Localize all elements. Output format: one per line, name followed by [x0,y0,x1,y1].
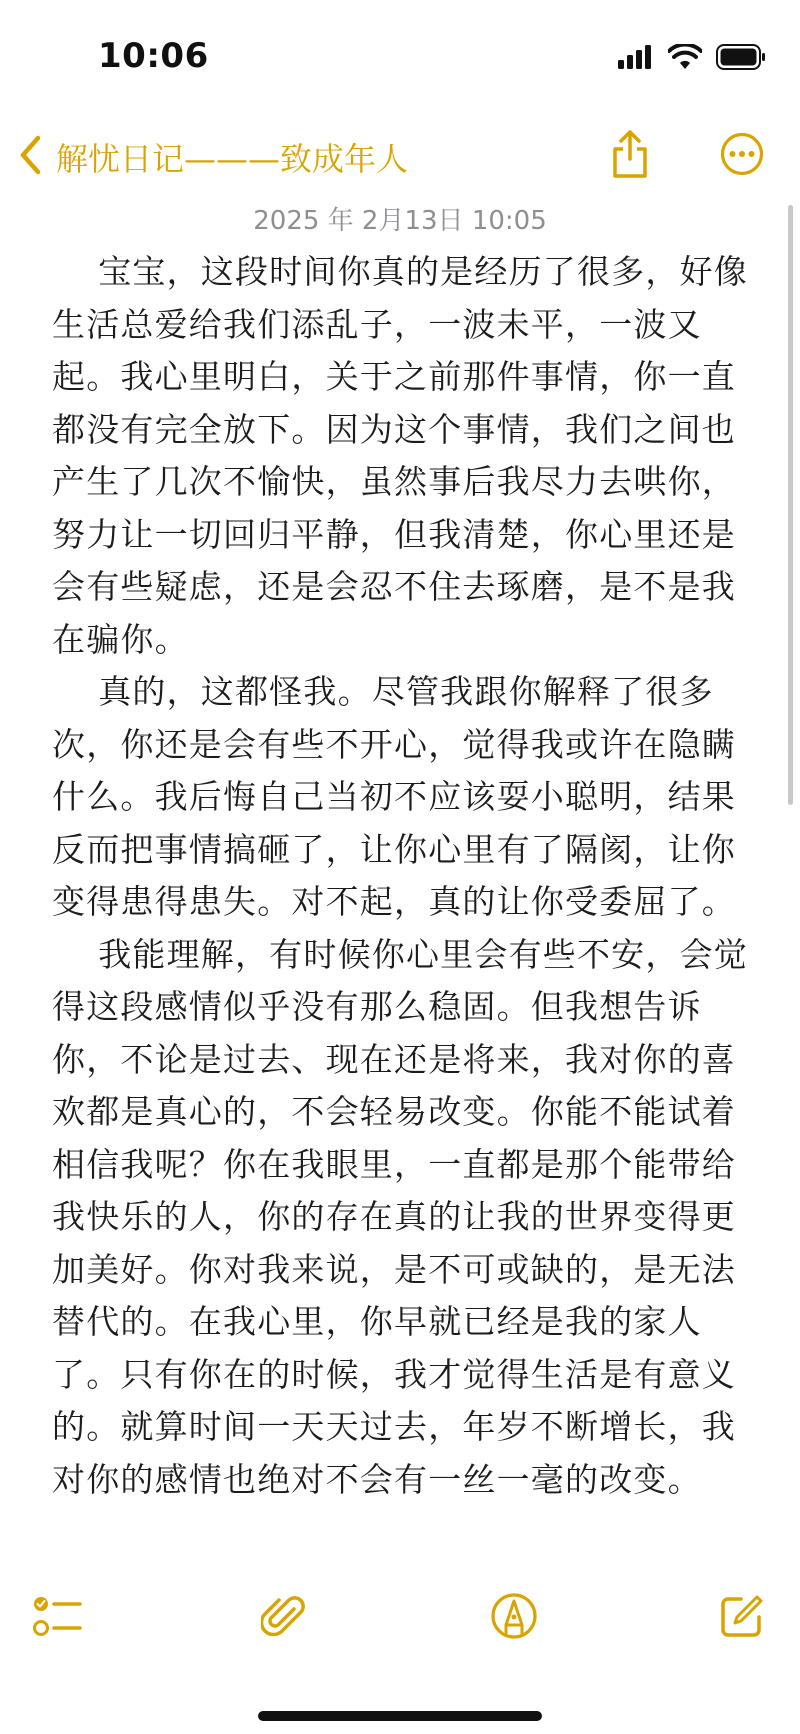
status-icons [618,44,766,74]
back-folder-title: 解忧日记———致成年人 [56,140,409,178]
checklist-icon [32,1593,84,1643]
cellular-signal-icon [618,45,654,73]
compose-button[interactable] [712,1588,772,1648]
share-button[interactable] [606,128,654,184]
nav-bar [0,128,800,184]
status-time: 10:06 [98,36,209,76]
markup-pen-icon [490,1592,538,1644]
note-body[interactable] [52,246,752,1506]
compose-icon [719,1593,765,1643]
markup-button[interactable] [484,1588,544,1648]
chevron-left-icon [18,135,42,179]
battery-icon [716,44,766,74]
back-button[interactable] [18,134,408,180]
ellipsis-circle-icon [720,132,764,180]
share-icon [610,129,650,183]
wifi-icon [668,44,702,74]
paperclip-icon [261,1592,307,1644]
home-indicator [258,1711,542,1721]
note-timestamp: 2025 年 2月13日 10:05 [253,206,547,236]
more-button[interactable] [718,132,766,180]
note-paragraph: 我能理解，有时候你心里会有些不安，会觉得这段感情似乎没有那么稳固。但我想告诉你，不论是过去、现在还是将来，我对你的喜欢都是真心的，不会轻易改变。你能不能试着相信我呢？你在我眼里，一直都是那个能带给我快乐的人，你的存在真的让我的世界变得更加美好。你对我来说，是不可或缺的，是无法替代的。在我心里，你早就已经是我的家人了。只有你在的时候，我才觉得生活是有意义的。就算时间一天天过去，年岁不断增长，我对你的感情也绝对不会有一丝一毫的改变。 [52,934,748,1499]
note-paragraph: 宝宝，这段时间你真的是经历了很多，好像生活总爱给我们添乱子，一波未平，一波又起。我心里明白，关于之前那件事情，你一直都没有完全放下。因为这个事情，我们之间也产生了几次不愉快，虽然事后我尽力去哄你，努力让一切回归平静，但我清楚，你心里还是会有些疑虑，还是会忍不住去琢磨，是不是我在骗你。 [52,252,748,659]
checklist-button[interactable] [28,1588,88,1648]
attachment-button[interactable] [254,1588,314,1648]
note-paragraph: 真的，这都怪我。尽管我跟你解释了很多次，你还是会有些不开心，觉得我或许在隐瞒什么。我后悔自己当初不应该耍小聪明，结果反而把事情搞砸了，让你心里有了隔阂，让你变得患得患失。对不起，真的让你受委屈了。 [52,672,736,921]
scrollbar[interactable] [788,205,793,805]
